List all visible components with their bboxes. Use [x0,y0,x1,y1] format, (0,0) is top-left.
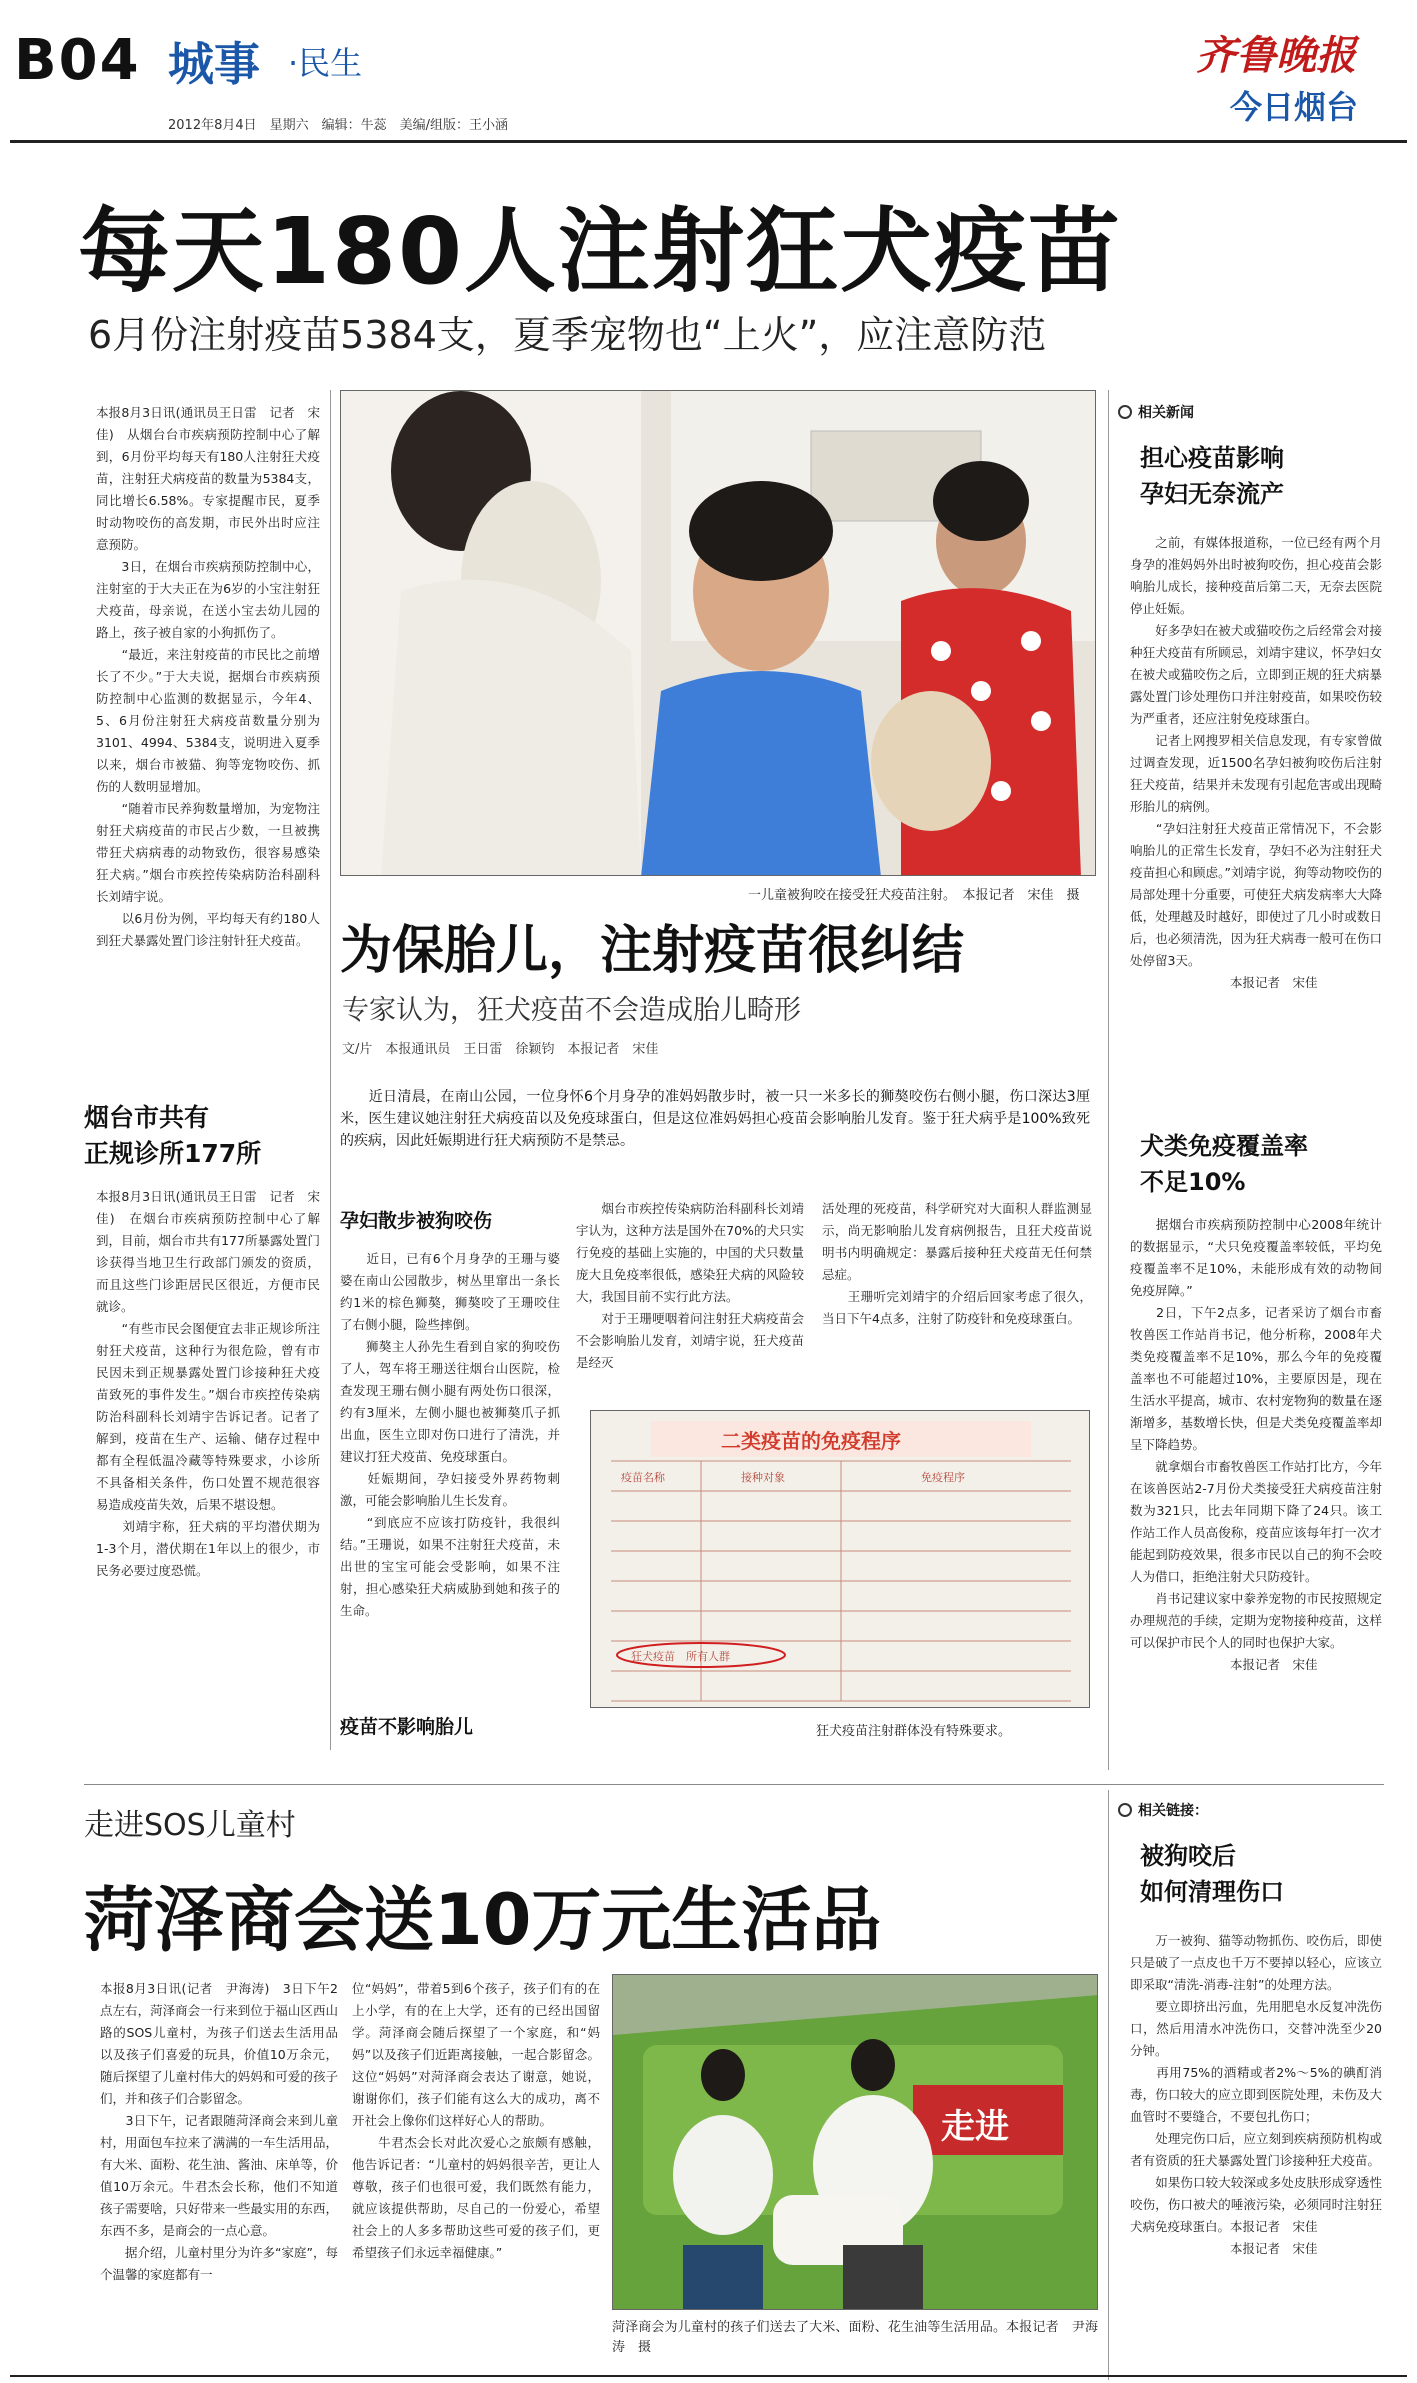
bottom-kicker: 走进SOS儿童村 [84,1808,296,1843]
header-rule [10,140,1407,143]
sidebar-story2-title-2: 不足10% [1140,1168,1246,1196]
edition-label: 今日烟台 [1230,88,1359,126]
subsection-title: ·民生 [288,44,363,82]
bottom-col1: 本报8月3日讯(记者 尹海涛) 3日下午2点左右，菏泽商会一行来到位于福山区西山路的SOS儿童村，为孩子们送去生活用品以及孩子们喜爱的玩具，价值10万余元，随后探望了儿童村伟大的妈妈和可爱的孩子们，并和孩子们合影留念。 3日下午，记者跟随菏泽商会来到儿童村，用面包车拉来了满满的一车生活用品，有大米、面粉、花生油、酱油、床单等，价值10万余元。牛君杰会长称，他们不知道孩子需要啥，只好带来一些最实用的东西，东西不多，是商会的一点心意。 据介绍，儿童村里分为许多“家庭”，每个温馨的家庭都有一 [100,1981,338,2282]
sidebar-story2-title-1: 犬类免疫覆盖率 [1140,1132,1308,1160]
main-story-body: 本报8月3日讯(通讯员王日雷 记者 宋佳) 从烟台台市疾病预防控制中心了解到，6月份平均每天有180人注射狂犬疫苗，注射狂犬病疫苗的数量为5384支，同比增长6.58%。专家提醒市民，夏季时动物咬伤的高发期，市民外出时应注意预防。 3日，在烟台市疾病预防控制中心，注射室的于大夫正在为6岁的小宝注射狂犬疫苗，母亲说，在送小宝去幼儿园的路上，孩子被自家的小狗抓伤了。 “最近，来注射疫苗的市民比之前增长了不少。”于大夫说，据烟台市疾病预防控制中心监测的数据显示，今年4、5、6月份注射狂犬病疫苗数量分别为3101、4994、5384支，说明进入夏季以来，烟台市被猫、狗等宠物咬伤、抓伤的人数明显增加。 “随着市民养狗数量增加，为宠物注射狂犬病疫苗的市民占少数，一旦被携带狂犬病病毒的动物致伤，很容易感染狂犬病。”烟台市疾控传染病防治科副科长刘靖宇说。 以6月份为例，平均每天有约180人到狂犬暴露处置门诊注射针狂犬疫苗。 [96,405,320,948]
charity-photo-caption: 菏泽商会为儿童村的孩子们送去了大米、面粉、花生油等生活用品。本报记者 尹海涛 摄 [612,2320,1098,2355]
main-photo [340,390,1096,876]
sidebar-story3-title-1: 被狗咬后 [1140,1842,1236,1870]
col-divider-right [1108,390,1109,1770]
schedule-table-title: 二类疫苗的免疫程序 [721,1429,901,1453]
pregnancy-sub2: 疫苗不影响胎儿 [340,1716,474,1738]
schedule-col-header-1: 疫苗名称 [621,1471,665,1484]
col-divider-right-bottom [1108,1790,1109,2380]
bottom-col2: 位“妈妈”，带着5到6个孩子，孩子们有的在上小学，有的在上大学，还有的已经出国留学。菏泽商会随后探望了一个家庭，和“妈妈”以及孩子们近距离接触，一起合影留念。这位“妈妈”对菏泽商会表达了谢意，她说，谢谢你们，孩子们能有这么大的成功，离不开社会上像你们这样好心人的帮助。 牛君杰会长对此次爱心之旅颇有感触，他告诉记者：“儿童村的妈妈很辛苦，更让人尊敬，孩子们也很可爱，我们既然有能力，就应该提供帮助，尽自己的一份爱心，希望社会上的人多多帮助这些可爱的孩子们，更希望孩子们永远幸福健康。” [352,1981,600,2260]
schedule-col-header-2: 接种对象 [741,1471,785,1484]
pregnancy-sub1: 孕妇散步被狗咬伤 [340,1210,493,1232]
sidebar-story3-title-2: 如何清理伤口 [1140,1878,1284,1906]
vaccination-photo-image [341,391,1096,876]
vaccine-schedule-photo [590,1410,1090,1708]
clinic-headline-line2: 正规诊所177所 [84,1139,262,1168]
pregnancy-lead: 近日清晨，在南山公园，一位身怀6个月身孕的准妈妈散步时，被一只一米多长的狮獒咬伤右侧小腿，伤口深达3厘米，医生建议她注射狂犬病疫苗以及免疫球蛋白，但是这位准妈妈担心疫苗会影响胎儿发育。鉴于狂犬病乎是100%致死的疾病，因此妊娠期进行狂犬病预防不是禁忌。 [340,1089,1090,1149]
pregnancy-headline: 为保胎儿，注射疫苗很纠结 [340,921,965,981]
pregnancy-col1: 近日，已有6个月身孕的王珊与婆婆在南山公园散步，树丛里窜出一条长约1米的棕色狮獒，狮獒咬了王珊咬住了右侧小腿，险些摔倒。 狮獒主人孙先生看到自家的狗咬伤了人，驾车将王珊送往烟台山医院，检查发现王珊右侧小腿有两处伤口很深，约有3厘米，左侧小腿也被狮獒爪子抓出血，医生立即对伤口进行了清洗，并建议打狂犬疫苗、免疫球蛋白。 妊娠期间，孕妇接受外界药物刺激，可能会影响胎儿生长发育。 “到底应不应该打防疫针，我很纠结。”王珊说，如果不注射狂犬疫苗，未出世的宝宝可能会受影响，如果不注射，担心感染狂犬病威胁到她和孩子的生命。 [340,1251,560,1618]
sidebar-story3-body: 万一被狗、猫等动物抓伤、咬伤后，即使只是破了一点皮也千万不要掉以轻心，应该立即采取“清洗-消毒-注射”的处理方法。 要立即挤出污血，先用肥皂水反复冲洗伤口，然后用清水冲洗伤口，交替冲洗至少20分钟。 再用75%的酒精或者2%～5%的碘酊消毒，伤口较大的应立即到医院处理，未伤及大血管时不要缝合，不要包扎伤口； 处理完伤口后，应立刻到疾病预防机构或者有资质的狂犬暴露处置门诊接种狂犬疫苗。 如果伤口较大较深或多处皮肤形成穿透性咬伤，伤口被犬的唾液污染，必须同时注射狂犬病免疫球蛋白。本报记者 宋佳 本报记者 宋佳 [1130,1933,1382,2256]
main-photo-caption: 一儿童被狗咬在接受狂犬疫苗注射。 本报记者 宋佳 摄 [748,888,1080,903]
related-link-text: 相关链接： [1138,1803,1208,1819]
related-news-text: 相关新闻 [1138,405,1194,421]
schedule-col-header-3: 免疫程序 [921,1471,965,1484]
van-sign-text: 走进 [941,2107,1009,2147]
sidebar-story1-title-1: 担心疫苗影响 [1140,444,1284,472]
paper-name-logo: 齐鲁晚报 [1196,32,1356,79]
related-news-label [1118,402,1194,422]
col-divider-left [330,390,331,1750]
footer-rule [10,2375,1407,2377]
charity-photo-image [613,1975,1098,2310]
charity-photo [612,1974,1098,2310]
schedule-highlight-row: 狂犬疫苗 所有人群 [631,1650,730,1663]
main-headline: 每天180人注射狂犬疫苗 [78,198,1123,305]
section-title: 城事 [168,37,260,91]
main-subheadline: 6月份注射疫苗5384支，夏季宠物也“上火”，应注意防范 [88,313,1047,357]
bottom-headline: 菏泽商会送10万元生活品 [84,1879,882,1961]
dateline: 2012年8月4日 星期六 编辑：牛蕊 美编/组版：王小涵 [168,118,509,133]
page-code: B04 [14,28,141,93]
schedule-photo-caption: 狂犬疫苗注射群体没有特殊要求。 [816,1724,1012,1739]
related-link-label [1118,1800,1208,1820]
sidebar-story1-title-2: 孕妇无奈流产 [1140,480,1284,508]
pregnancy-col3: 活处理的死疫苗，科学研究对大面积人群监测显示，尚无影响胎儿发育病例报告，且狂犬疫苗说明书内明确规定：暴露后接种狂犬疫苗无任何禁忌症。 王珊听完刘靖宇的介绍后回家考虑了很久，当日下午4点多，注射了防疫针和免疫球蛋白。 [822,1201,1092,1326]
sidebar-story2-body: 据烟台市疾病预防控制中心2008年统计的数据显示，“犬只免疫覆盖率较低，平均免疫覆盖率不足10%，未能形成有效的动物间免疫屏障。” 2日，下午2点多，记者采访了烟台市畜牧兽医工作站肖书记，他分析称，2008年犬类免疫覆盖率不足10%，那么今年的免疫覆盖率也不可能超过10%，主要原因是，现在生活水平提高，城市、农村宠物狗的数量在逐渐增多，基数增长快，但是犬类免疫覆盖率却呈下降趋势。 就拿烟台市畜牧兽医工作站打比方，今年在该兽医站2-7月份犬类接受狂犬病疫苗注射数为321只，比去年同期下降了24只。该工作站工作人员高俊称，疫苗应该每年打一次才能起到防疫效果，很多市民以自己的狗不会咬人为借口，拒绝注射犬只防疫针。 肖书记建议家中豢养宠物的市民按照规定办理规范的手续，定期为宠物接种疫苗，这样可以保护市民个人的同时也保护大家。 本报记者 宋佳 [1130,1217,1382,1672]
clinic-headline-line1: 烟台市共有 [84,1103,210,1132]
pregnancy-subheadline: 专家认为，狂犬疫苗不会造成胎儿畸形 [342,995,801,1026]
bullet-icon [1118,405,1132,419]
clinic-story-body: 本报8月3日讯(通讯员王日雷 记者 宋佳) 在烟台市疾病预防控制中心了解到，目前，烟台市共有177所暴露处置门诊获得当地卫生行政部门颁发的资质，而且这些门诊距居民区很近，方便市民就诊。 “有些市民会图便宜去非正规诊所注射狂犬疫苗，这种行为很危险，曾有市民因未到正规暴露处置门诊接种狂犬疫苗致死的事件发生。”烟台市疾控传染病防治科副科长刘靖宇告诉记者。记者了解到，疫苗在生产、运输、储存过程中都有全程低温冷藏等特殊要求，小诊所不具备相关条件，伤口处置不规范很容易造成疫苗失效，后果不堪设想。 刘靖宇称，狂犬病的平均潜伏期为1-3个月，潜伏期在1年以上的很少，市民务必要过度恐慌。 [96,1189,320,1578]
sidebar-story1-body: 之前，有媒体报道称，一位已经有两个月身孕的准妈妈外出时被狗咬伤，担心疫苗会影响胎儿成长，接种疫苗后第二天，无奈去医院停止妊娠。 好多孕妇在被犬或猫咬伤之后经常会对接种狂犬疫苗有所顾忌，刘靖宇建议，怀孕妇女在被犬或猫咬伤之后，立即到正规的狂犬病暴露处置门诊处理伤口并注射疫苗，如果咬伤较为严重者，还应注射免疫球蛋白。 记者上网搜罗相关信息发现，有专家曾做过调查发现，近1500名孕妇被狗咬伤后注射狂犬疫苗，结果并未发现有引起危害或出现畸形胎儿的病例。 “孕妇注射狂犬疫苗正常情况下，不会影响胎儿的正常生长发育，孕妇不必为注射狂犬疫苗担心和顾虑。”刘靖宇说，狗等动物咬伤的局部处理十分重要，可使狂犬病发病率大大降低，处理越及时越好，即使过了几小时或数日后，也必须清洗，因为狂犬病毒一般可在伤口处停留3天。 本报记者 宋佳 [1130,535,1382,990]
pregnancy-col2: 烟台市疾控传染病防治科副科长刘靖宇认为，这种方法是国外在70%的犬只实行免疫的基础上实施的，中国的犬只数量庞大且免疫率很低，感染狂犬病的风险较大，我国目前不实行此方法。 对于王珊哽咽着问注射狂犬病疫苗会不会影响胎儿发育，刘靖宇说，狂犬疫苗是经灭 [576,1201,804,1370]
mid-rule [84,1784,1384,1785]
pregnancy-byline: 文/片 本报通讯员 王日雷 徐颖钧 本报记者 宋佳 [342,1042,659,1057]
bullet-icon [1118,1803,1132,1817]
